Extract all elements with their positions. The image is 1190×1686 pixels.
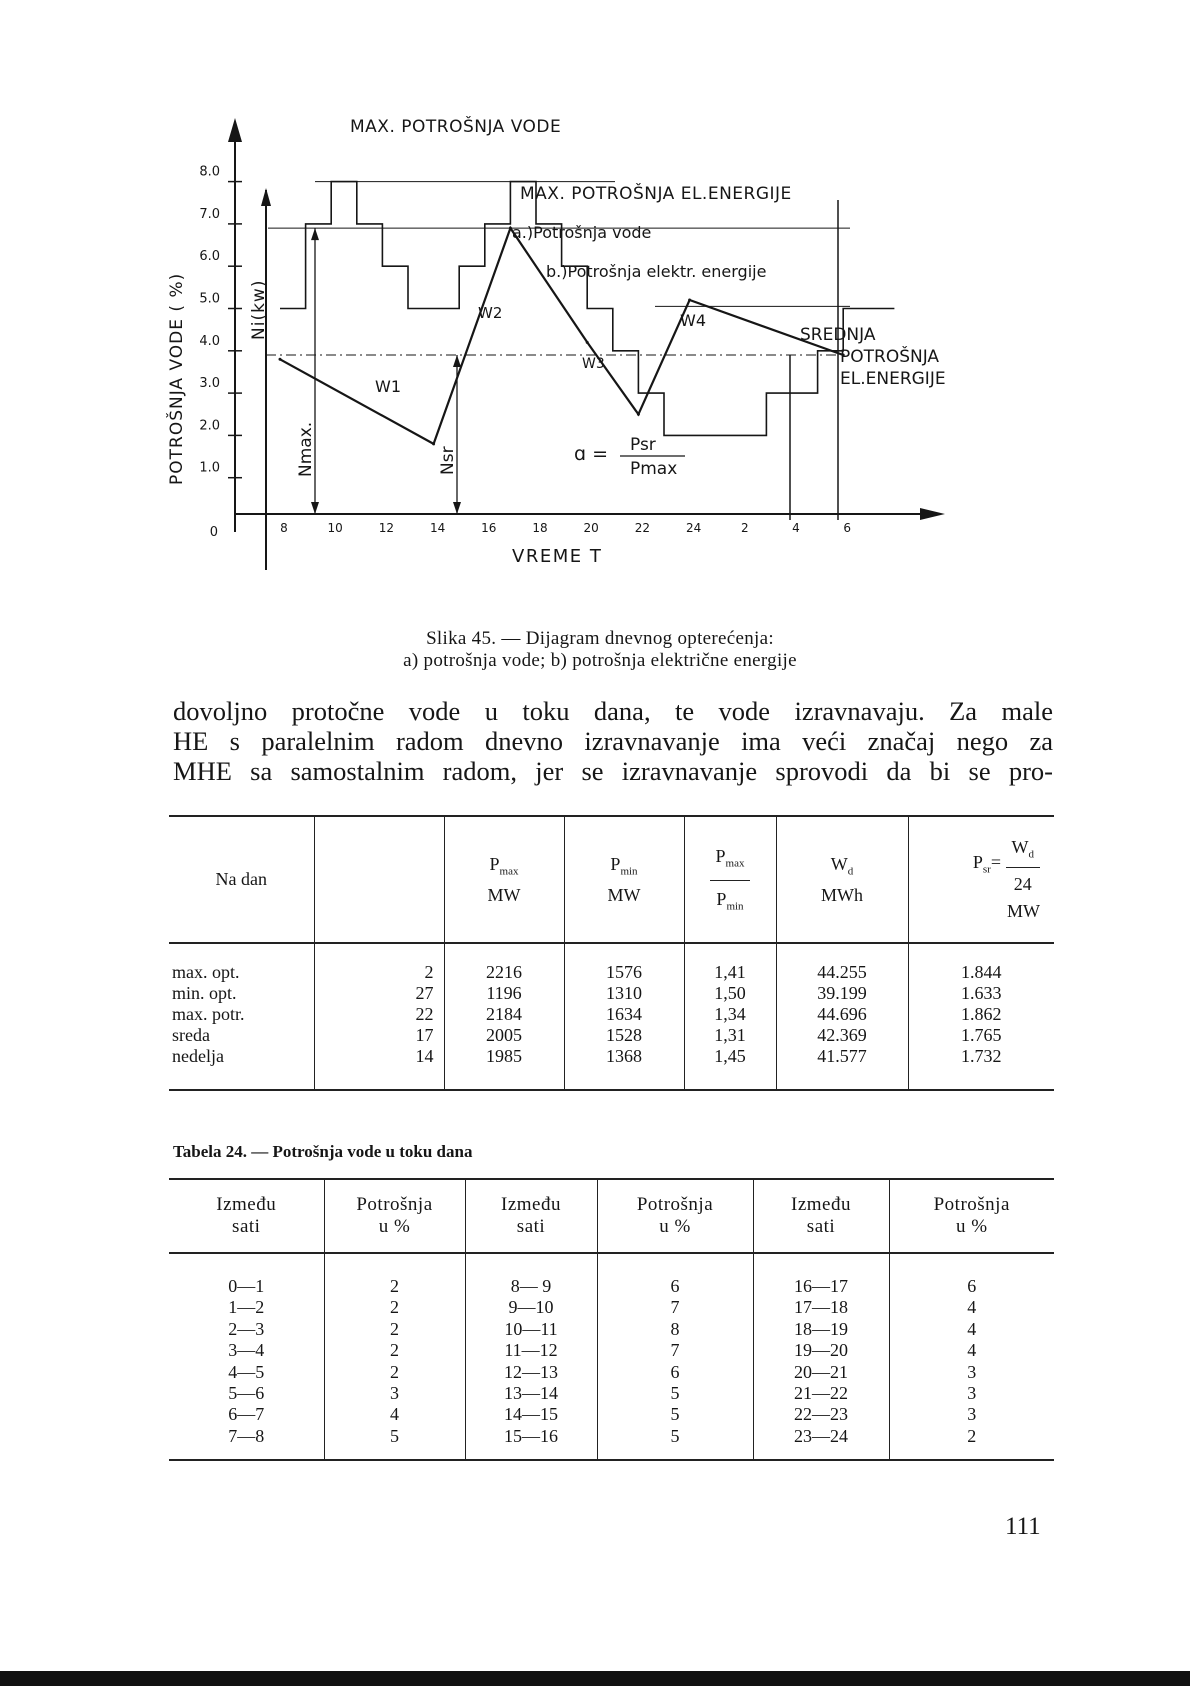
mean-label-2: POTROŠNJA <box>840 347 940 367</box>
table-cell: 9—10 <box>508 1297 554 1318</box>
col-header-between: Između sati <box>169 1179 324 1253</box>
energy-point <box>637 413 640 416</box>
arrow-head <box>453 355 461 367</box>
table-cell: 13—14 <box>504 1383 558 1404</box>
y-tick-label: 3.0 <box>199 376 220 392</box>
formula-pmax: Pmax <box>630 459 678 479</box>
table-cell: 0—1 <box>228 1276 265 1296</box>
table-cell: 17—18 <box>794 1297 848 1318</box>
table-cell: 7 <box>670 1340 680 1361</box>
water-consumption-series <box>280 182 894 436</box>
energy-series-label: b.)Potrošnja elektr. energije <box>546 262 767 281</box>
table-cell: 22—23 <box>794 1404 848 1425</box>
y-axis-arrow <box>228 118 242 142</box>
table-cell: 2 <box>390 1276 399 1296</box>
y-tick-label: 6.0 <box>199 249 220 265</box>
table-cell: 3 <box>390 1383 399 1404</box>
table-cell: 20—21 <box>794 1361 848 1382</box>
page-number: 111 <box>1005 1513 1041 1540</box>
table-cell: 6 <box>967 1276 977 1296</box>
pmax-values: 2216 1196 2184 2005 1985 <box>444 943 564 1090</box>
table-body-row <box>169 1253 1054 1460</box>
table-cell: 2 <box>390 1340 399 1361</box>
y-tick-label: 4.0 <box>199 333 220 349</box>
energy-point <box>688 299 691 302</box>
col-header-consumption: Potrošnja u % <box>324 1179 465 1253</box>
table-cell: 6 <box>670 1361 680 1382</box>
table-cell: 4 <box>967 1340 977 1361</box>
table-cell: 7—8 <box>228 1425 265 1446</box>
w4-label: W4 <box>680 311 706 330</box>
x-axis-arrow <box>920 508 945 520</box>
y-axis-title-2: Ni(kw) <box>249 279 269 340</box>
col-header-psr: $P_{sr}=$ $\frac{W_d}{24}$ MW <box>908 816 1054 943</box>
table-cell: 7 <box>670 1297 680 1318</box>
table-cell: 21—22 <box>794 1383 848 1404</box>
x-tick-label: 24 <box>685 521 702 535</box>
col-header-ratio: $\frac{P_{max}}{P_{min}}$ <box>684 816 776 943</box>
table-cell: 4 <box>967 1318 977 1339</box>
table-body-row <box>169 943 1054 1090</box>
mean-label-3: EL.ENERGIJE <box>840 369 946 389</box>
table-24-title: Tabela 24. — Potrošnja vode u toku dana <box>173 1142 473 1161</box>
x-tick-label: 6 <box>843 521 852 535</box>
energy-point <box>432 442 435 445</box>
col-header-wd: $W_d$ MWh <box>776 816 908 943</box>
caption-line-2: a) potrošnja vode; b) potrošnja električne energije <box>403 650 797 671</box>
body-line: dovoljno protočne vode u toku dana, te vode izravnavaju. Za male <box>173 696 1053 726</box>
table-cell: 3—4 <box>228 1340 265 1361</box>
percent-column-2 <box>597 1253 753 1460</box>
daily-power-table <box>169 815 1054 1091</box>
x-tick-label: 18 <box>532 521 548 535</box>
table-cell: 5 <box>390 1425 399 1446</box>
table-cell: 18—19 <box>794 1318 848 1339</box>
table-cell: 2 <box>967 1425 977 1446</box>
col-header-between: Između sati <box>753 1179 889 1253</box>
y-axis-title: POTROŠNJA VODE ( %) <box>167 272 187 485</box>
table-cell: 2—3 <box>228 1318 265 1339</box>
body-paragraph <box>173 696 1053 786</box>
figure-caption <box>250 628 950 672</box>
table-cell: 6—7 <box>228 1404 265 1425</box>
pmin-values: 1576 1310 1634 1528 1368 <box>564 943 684 1090</box>
table-cell: 10—11 <box>504 1318 558 1339</box>
table-cell: 3 <box>967 1361 977 1382</box>
arrow-head <box>311 502 319 514</box>
alpha-symbol: ɑ = <box>574 443 609 465</box>
table-cell: 2 <box>390 1297 399 1318</box>
table-cell: 15—16 <box>504 1425 558 1446</box>
col-header-consumption: Potrošnja u % <box>889 1179 1054 1253</box>
hours-column-3 <box>753 1253 889 1460</box>
table-cell: 8 <box>670 1318 680 1339</box>
y-tick-label: 8.0 <box>199 164 220 180</box>
table-cell: 5 <box>670 1383 680 1404</box>
psr-values: 1.844 1.633 1.862 1.765 1.732 <box>908 943 1054 1090</box>
ratio-values: 1,41 1,50 1,34 1,31 1,45 <box>684 943 776 1090</box>
body-line: HE s paralelnim radom dnevno izravnavanje ima veći značaj nego za <box>173 726 1053 756</box>
x-ticks <box>280 521 851 567</box>
hours-column-1 <box>169 1253 324 1460</box>
col-header-pmax: $P_{max}$ MW <box>444 816 564 943</box>
y-tick-label: 1.0 <box>199 460 220 476</box>
power-axis-arrow <box>261 188 271 206</box>
table-cell: 2 <box>390 1361 399 1382</box>
x-tick-label: 4 <box>792 521 800 535</box>
percent-column-1 <box>324 1253 465 1460</box>
table-cell: 4 <box>390 1404 399 1425</box>
max-energy-label: MAX. POTROŠNJA EL.ENERGIJE <box>520 184 792 204</box>
row-labels: max. opt. min. opt. max. potr. sreda nedelja <box>172 962 245 1066</box>
scan-bottom-edge <box>0 1671 1190 1686</box>
col-header-day <box>314 816 444 943</box>
table-cell: 23—24 <box>794 1425 848 1446</box>
table-header-row <box>169 1179 1054 1253</box>
table-cell: 3 <box>967 1383 977 1404</box>
x-tick-label: 14 <box>429 521 446 535</box>
nsr-label: Nsr <box>438 446 458 475</box>
table-cell: 3 <box>967 1404 977 1425</box>
nmax-label: Nmax. <box>296 421 316 477</box>
table-cell: 1—2 <box>228 1297 265 1318</box>
arrow-head <box>453 502 461 514</box>
table-cell: 19—20 <box>794 1340 848 1361</box>
w2-label: W2 <box>478 304 503 322</box>
max-water-label: MAX. POTROŠNJA VODE <box>350 117 562 137</box>
y-tick-label: 5.0 <box>199 291 220 307</box>
y-tick-label: 0 <box>209 525 218 540</box>
wd-values: 44.255 39.199 44.696 42.369 41.577 <box>776 943 908 1090</box>
w1-label: W1 <box>375 377 401 396</box>
y-tick-label: 7.0 <box>199 206 220 222</box>
table-cell: 14—15 <box>504 1404 558 1425</box>
water-series-label: a.)Potrošnja vode <box>512 223 652 242</box>
x-axis-title: VREME T <box>512 546 603 567</box>
table-cell: 4—5 <box>228 1361 265 1382</box>
arrow-head <box>311 228 319 240</box>
table-cell: 6 <box>670 1276 680 1296</box>
x-tick-label: 16 <box>481 521 497 535</box>
col-header-between: Između sati <box>465 1179 597 1253</box>
table-cell: 16—17 <box>794 1276 848 1296</box>
day-values: 2 27 22 17 14 <box>314 943 444 1090</box>
water-step-line <box>280 182 894 436</box>
table-header-row <box>169 816 1054 943</box>
table-cell: 5 <box>670 1404 680 1425</box>
y-ticks <box>165 165 269 540</box>
percent-column-3 <box>889 1253 1054 1460</box>
table-cell: 12—13 <box>504 1361 558 1382</box>
x-tick-label: 2 <box>740 521 749 535</box>
table-cell: 5—6 <box>228 1383 265 1404</box>
table-cell: 4 <box>967 1297 977 1318</box>
mean-label-1: SREDNJA <box>800 325 876 345</box>
daily-load-chart <box>160 100 1060 620</box>
water-consumption-table <box>169 1178 1054 1461</box>
w3-label: W3 <box>582 356 605 372</box>
col-header-consumption: Potrošnja u % <box>597 1179 753 1253</box>
table-cell: 5 <box>670 1425 680 1446</box>
x-tick-label: 10 <box>327 521 343 535</box>
energy-point <box>279 358 282 361</box>
x-tick-label: 20 <box>583 521 599 535</box>
table-cell: 11—12 <box>504 1340 558 1361</box>
table-cell: 2 <box>390 1318 399 1339</box>
table-cell: 8— 9 <box>510 1276 552 1296</box>
y-tick-label: 2.0 <box>199 418 220 434</box>
col-header-pmin: $P_{min}$ MW <box>564 816 684 943</box>
x-tick-label: 8 <box>280 521 288 535</box>
formula-psr: Psr <box>630 435 656 455</box>
x-tick-label: 22 <box>634 521 651 535</box>
energy-point <box>586 341 589 344</box>
x-tick-label: 12 <box>378 521 395 535</box>
body-line: MHE sa samostalnim radom, jer se izravnavanje sprovodi da bi se pro- <box>173 756 1053 786</box>
hours-column-2 <box>465 1253 597 1460</box>
col-header-na-dan: Na dan <box>169 816 314 943</box>
caption-line-1: Slika 45. — Dijagram dnevnog opterećenja: <box>426 628 774 649</box>
